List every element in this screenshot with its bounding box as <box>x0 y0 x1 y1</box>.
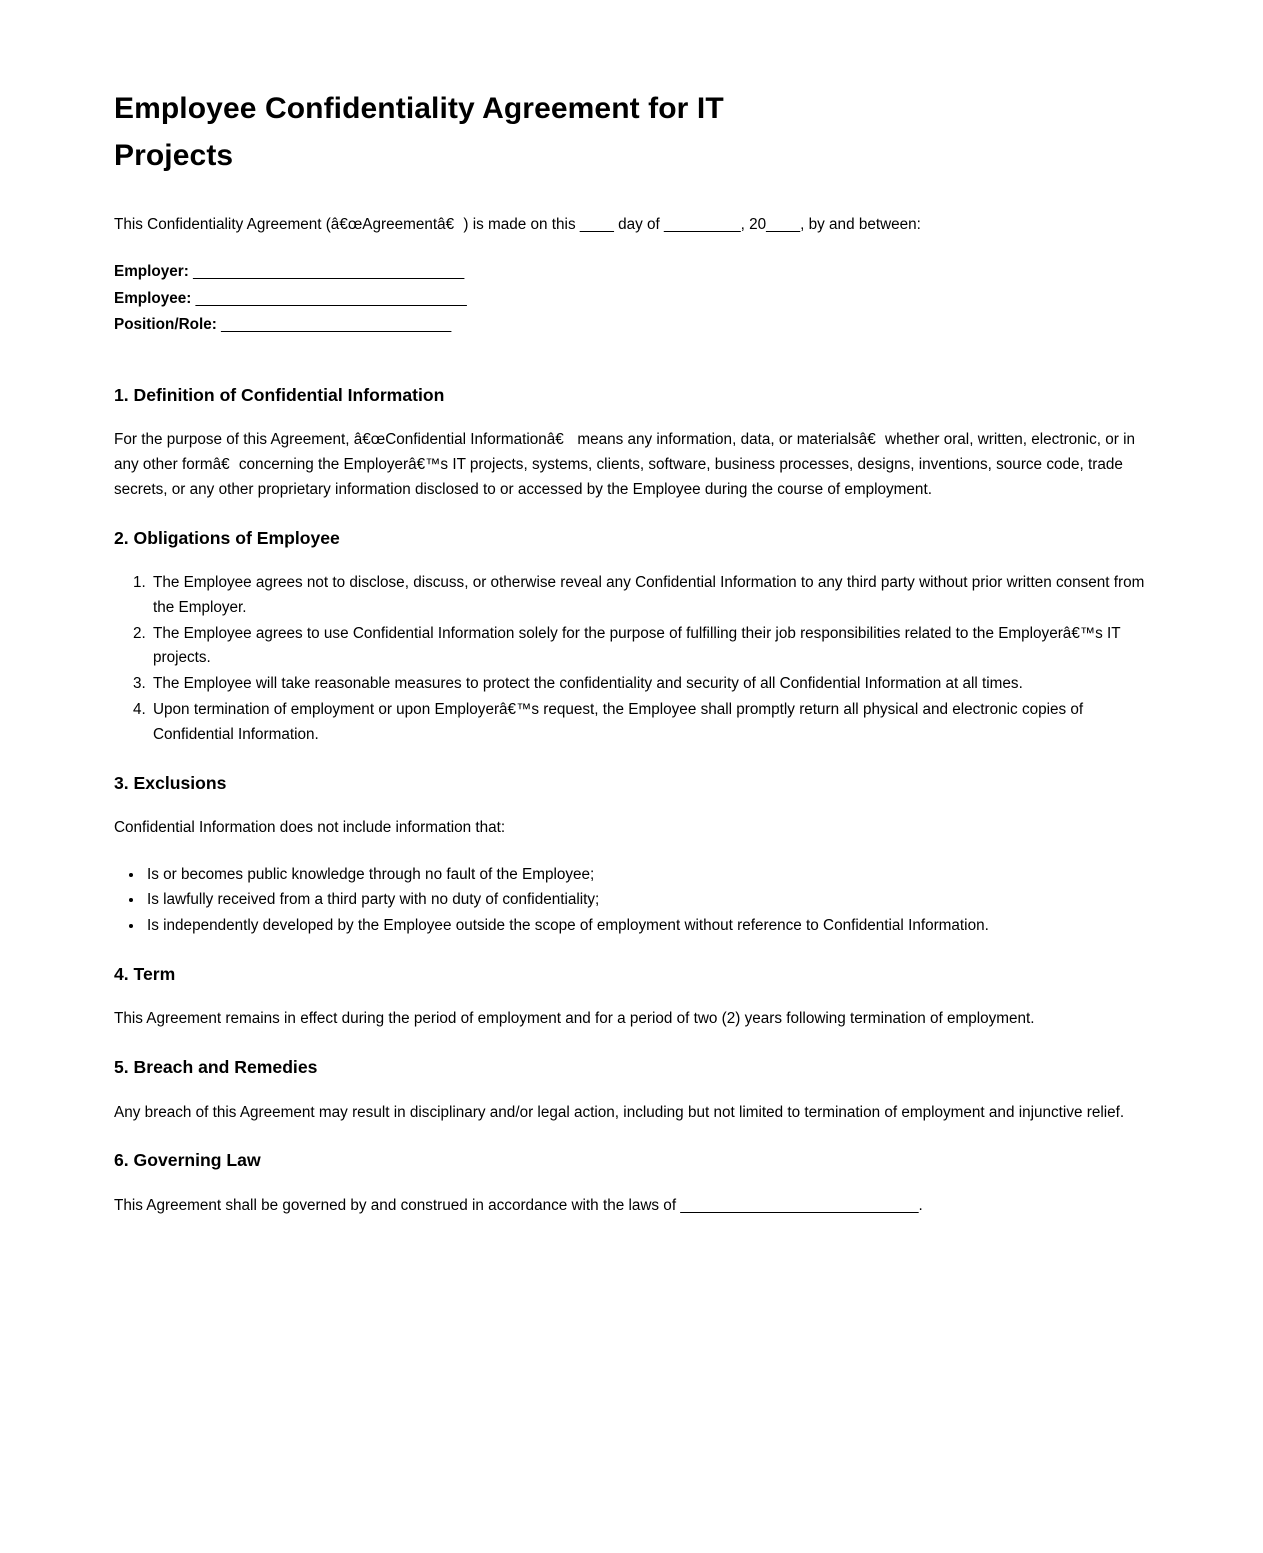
list-item: 4. Upon termination of employment or upon Employerâ€™s request, the Employee shall promptly return all physical and electronic copies of Confidential Information. <box>150 698 1163 748</box>
list-item: • Is independently developed by the Employee outside the scope of employment without reference to Confidential Information. <box>144 914 1163 939</box>
position-role-label: Position/Role: <box>114 316 217 334</box>
section-definition <box>114 382 1163 503</box>
section-heading-obligations: 2. Obligations of Employee <box>114 527 340 548</box>
obligations-list <box>114 571 1163 747</box>
employee-field <box>114 287 1163 312</box>
list-item: 2. The Employee agrees to use Confidential Information solely for the purpose of fulfilling their job responsibilities related to the Employerâ€™s IT projects. <box>150 622 1163 672</box>
agreement-intro-paragraph: This Confidentiality Agreement (â€œAgreementâ€) is made on this ____ day of _________, 20____, by and between: <box>114 216 921 233</box>
section-exclusions <box>114 770 1163 939</box>
section-body-term: This Agreement remains in effect during the period of employment and for a period of two (2) years following termination of employment. <box>114 1010 1035 1028</box>
section-breach-remedies <box>114 1054 1163 1125</box>
section-heading-exclusions: 3. Exclusions <box>114 772 227 793</box>
section-heading-breach-remedies: 5. Breach and Remedies <box>114 1057 318 1078</box>
section-body-breach-remedies: Any breach of this Agreement may result in disciplinary and/or legal action, including but not limited to termination of employment and injunctive relief. <box>114 1103 1125 1121</box>
list-item: • Is or becomes public knowledge through no fault of the Employee; <box>144 863 1163 888</box>
section-governing-law <box>114 1147 1163 1218</box>
list-item: • Is lawfully received from a third party with no duty of confidentiality; <box>144 888 1163 913</box>
section-term <box>114 961 1163 1032</box>
section-heading-definition: 1. Definition of Confidential Information <box>114 385 445 406</box>
section-obligations <box>114 525 1163 748</box>
party-fields <box>114 260 1163 338</box>
employee-label: Employee: <box>114 289 192 307</box>
position-role-fill-line[interactable]: ____________________________ <box>221 316 451 334</box>
section-body-governing-law: This Agreement shall be governed by and construed in accordance with the laws of ____________________________. <box>114 1196 923 1214</box>
exclusions-list <box>114 863 1163 939</box>
page-title: Employee Confidentiality Agreement for IT Projects <box>114 92 724 172</box>
section-body-definition: For the purpose of this Agreement, â€œConfidential Informationâ€ means any information, data, or materialsâ€whether oral, written, electronic, or in any other formâ€concerning the Employerâ€™s IT projects, systems, clients, software, business processes, designs, inventions, source code, trade secrets, or any other proprietary information disclosed to or accessed by the Employee during the course of employment. <box>114 431 1135 498</box>
list-item: 1. The Employee agrees not to disclose, discuss, or otherwise reveal any Confidential Information to any third party without prior written consent from the Employer. <box>150 571 1163 621</box>
list-item: 3. The Employee will take reasonable measures to protect the confidentiality and security of all Confidential Information at all times. <box>150 672 1163 697</box>
position-role-field <box>114 313 1163 338</box>
employer-fill-line[interactable]: _________________________________ <box>193 262 464 280</box>
section-heading-term: 4. Term <box>114 963 176 984</box>
exclusions-lead-in: Confidential Information does not include information that: <box>114 818 506 836</box>
section-heading-governing-law: 6. Governing Law <box>114 1150 261 1171</box>
employer-label: Employer: <box>114 262 189 280</box>
employee-fill-line[interactable]: _________________________________ <box>195 289 467 307</box>
employer-field <box>114 260 1163 285</box>
